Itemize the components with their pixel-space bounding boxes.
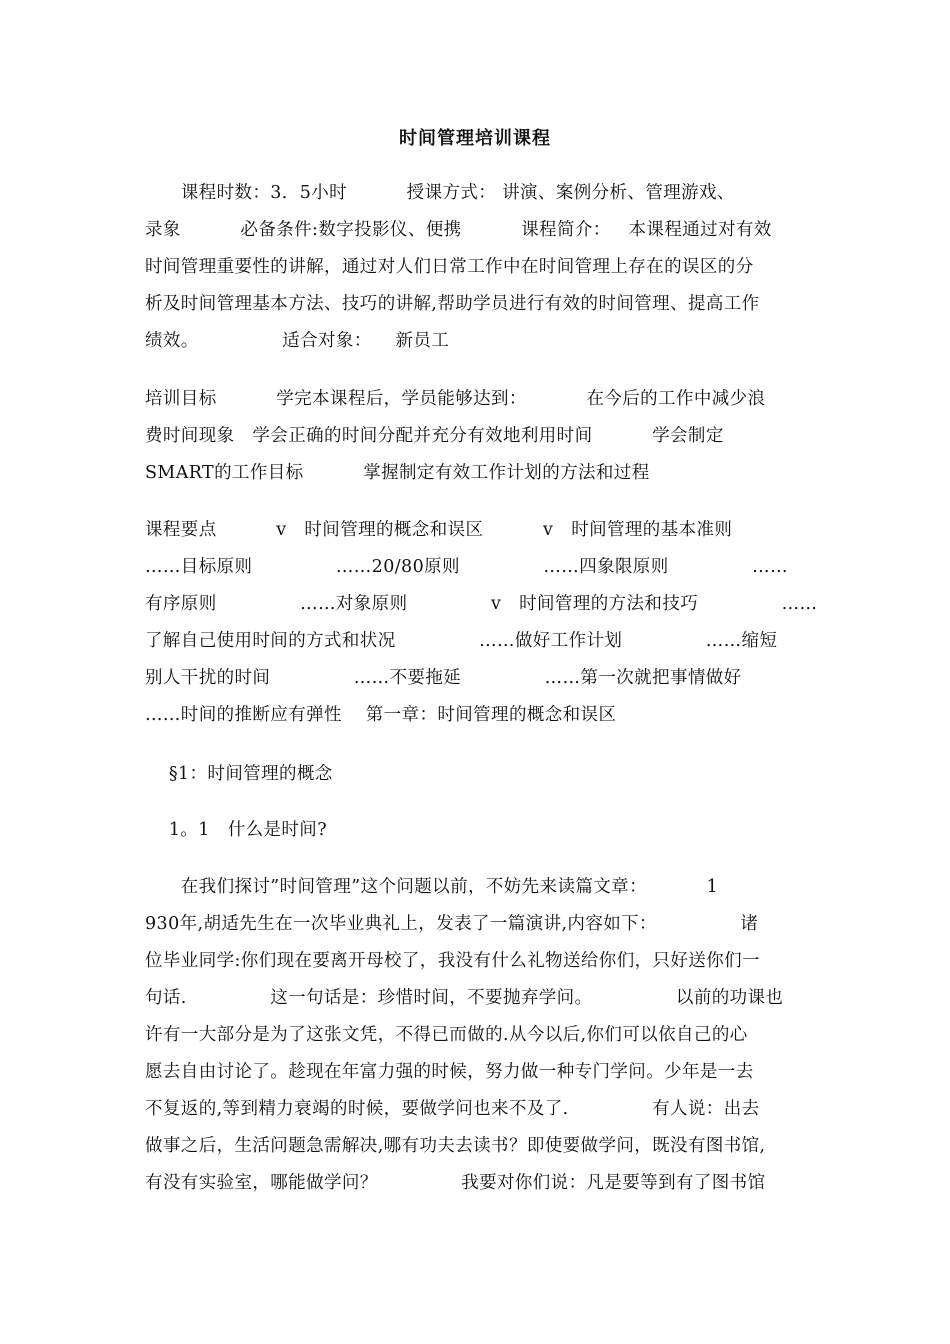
text-line: 时间管理重要性的讲解，通过对人们日常工作中在时间管理上存在的误区的分 — [145, 257, 754, 277]
text-line: 费时间现象 学会正确的时间分配并充分有效地利用时间 学会制定 — [145, 426, 724, 446]
section-heading: §1：时间管理的概念 — [145, 764, 333, 784]
text-line: 做事之后，生活问题急需解决,哪有功夫去读书？即使要做学问，既没有图书馆, — [145, 1136, 766, 1156]
text-line: 句话. 这一句话是：珍惜时间，不要抛弃学问。 以前的功课也 — [145, 988, 784, 1008]
text-line: 别人干扰的时间 ……不要拖延 ……第一次就把事情做好 — [145, 668, 742, 688]
text-line: 有没有实验室，哪能做学问？ 我要对你们说：凡是要等到有了图书馆 — [145, 1173, 766, 1193]
text-line: ……目标原则 ……20/80原则 ……四象限原则 …… — [145, 557, 788, 577]
text-line: 在我们探讨”时间管理”这个问题以前，不妨先来读篇文章： 1 — [145, 877, 719, 897]
text-line: 析及时间管理基本方法、技巧的讲解,帮助学员进行有效的时间管理、提高工作 — [145, 294, 760, 314]
text-line: 位毕业同学:你们现在要离开母校了，我没有什么礼物送给你们，只好送你们一 — [145, 951, 760, 971]
text-line: 不复返的,等到精力衰竭的时候，要做学问也来不及了. 有人说：出去 — [145, 1099, 760, 1119]
text-line: 绩效。 适合对象： 新员工 — [145, 331, 450, 351]
text-line: 课程时数：3．5小时 授课方式： 讲演、案例分析、管理游戏、 — [145, 183, 735, 203]
text-line: 930年,胡适先生在一次毕业典礼上，发表了一篇演讲,内容如下： 诸 — [145, 914, 759, 934]
text-line: 有序原则 ……对象原则 v 时间管理的方法和技巧 …… — [145, 594, 818, 614]
text-line: 录象 必备条件:数字投影仪、便携 课程简介： 本课程通过对有效 — [145, 220, 772, 240]
subsection-heading: 1。1 什么是时间? — [145, 820, 327, 840]
text-line: ……时间的推断应有弹性 第一章：时间管理的概念和误区 — [145, 705, 617, 725]
text-line: 了解自己使用时间的方式和状况 ……做好工作计划 ……缩短 — [145, 631, 778, 651]
text-line: 课程要点 v 时间管理的概念和误区 v 时间管理的基本准则 — [145, 520, 733, 540]
text-line: 许有一大部分是为了这张文凭，不得已而做的.从今以后,你们可以依自己的心 — [145, 1025, 748, 1045]
text-line: 培训目标 学完本课程后，学员能够达到： 在今后的工作中减少浪 — [145, 389, 766, 409]
text-line: SMART的工作目标 掌握制定有效工作计划的方法和过程 — [145, 463, 650, 483]
text-line: 愿去自由讨论了。趁现在年富力强的时候，努力做一种专门学问。少年是一去 — [145, 1062, 754, 1082]
document-title: 时间管理培训课程 — [399, 128, 551, 149]
